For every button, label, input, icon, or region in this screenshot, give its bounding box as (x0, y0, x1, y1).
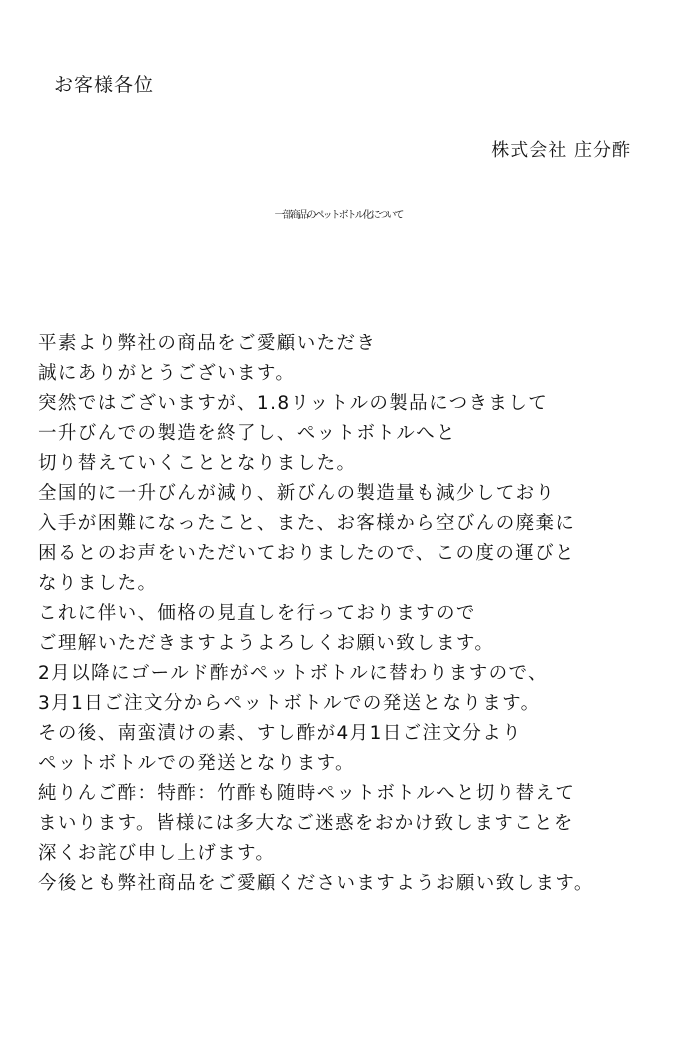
sender-company: 株式会社 庄分酢 (491, 140, 631, 161)
notice-title: 一部商品のペットボトル化について (274, 210, 403, 221)
body-line: 今後とも弊社商品をご愛顧くださいますようお願い致します。 (38, 873, 594, 894)
body-line: ペットボトルでの発送となります。 (38, 753, 355, 774)
body-line: 全国的に一升びんが減り、新びんの製造量も減少しており (38, 483, 556, 504)
body-line: 深くお詫び申し上げます。 (38, 843, 276, 864)
body-line: 平素より弊社の商品をご愛顧いただき (38, 333, 377, 354)
body-line: 3月1日ご注文分からペットボトルでの発送となります。 (38, 693, 541, 714)
body-line: ご理解いただきますようよろしくお願い致します。 (38, 633, 495, 654)
body-line: 誠にありがとうございます。 (38, 363, 296, 384)
body-line: なりました。 (38, 573, 158, 594)
body-line: 純りんご酢：特酢：竹酢も随時ペットボトルへと切り替えて (38, 783, 576, 804)
body-line: 2月以降にゴールド酢がペットボトルに替わりますので、 (38, 663, 548, 684)
notice-body (38, 329, 594, 899)
recipient-line: お客様各位 (54, 74, 155, 96)
body-line: まいります。皆様には多大なご迷惑をおかけ致しますことを (38, 813, 574, 834)
body-line: 切り替えていくこととなりました。 (38, 453, 357, 474)
body-line: これに伴い、価格の見直しを行っておりますので (38, 603, 476, 624)
body-line: その後、南蛮漬けの素、すし酢が4月1日ご注文分より (38, 723, 523, 744)
body-line: 困るとのお声をいただいておりましたので、この度の運びと (38, 543, 575, 564)
body-line: 一升びんでの製造を終了し、ペットボトルへと (38, 423, 456, 444)
body-line: 入手が困難になったこと、また、お客様から空びんの廃棄に (38, 513, 576, 534)
body-line: 突然ではございますが、1.8リットルの製品につきまして (38, 393, 549, 414)
